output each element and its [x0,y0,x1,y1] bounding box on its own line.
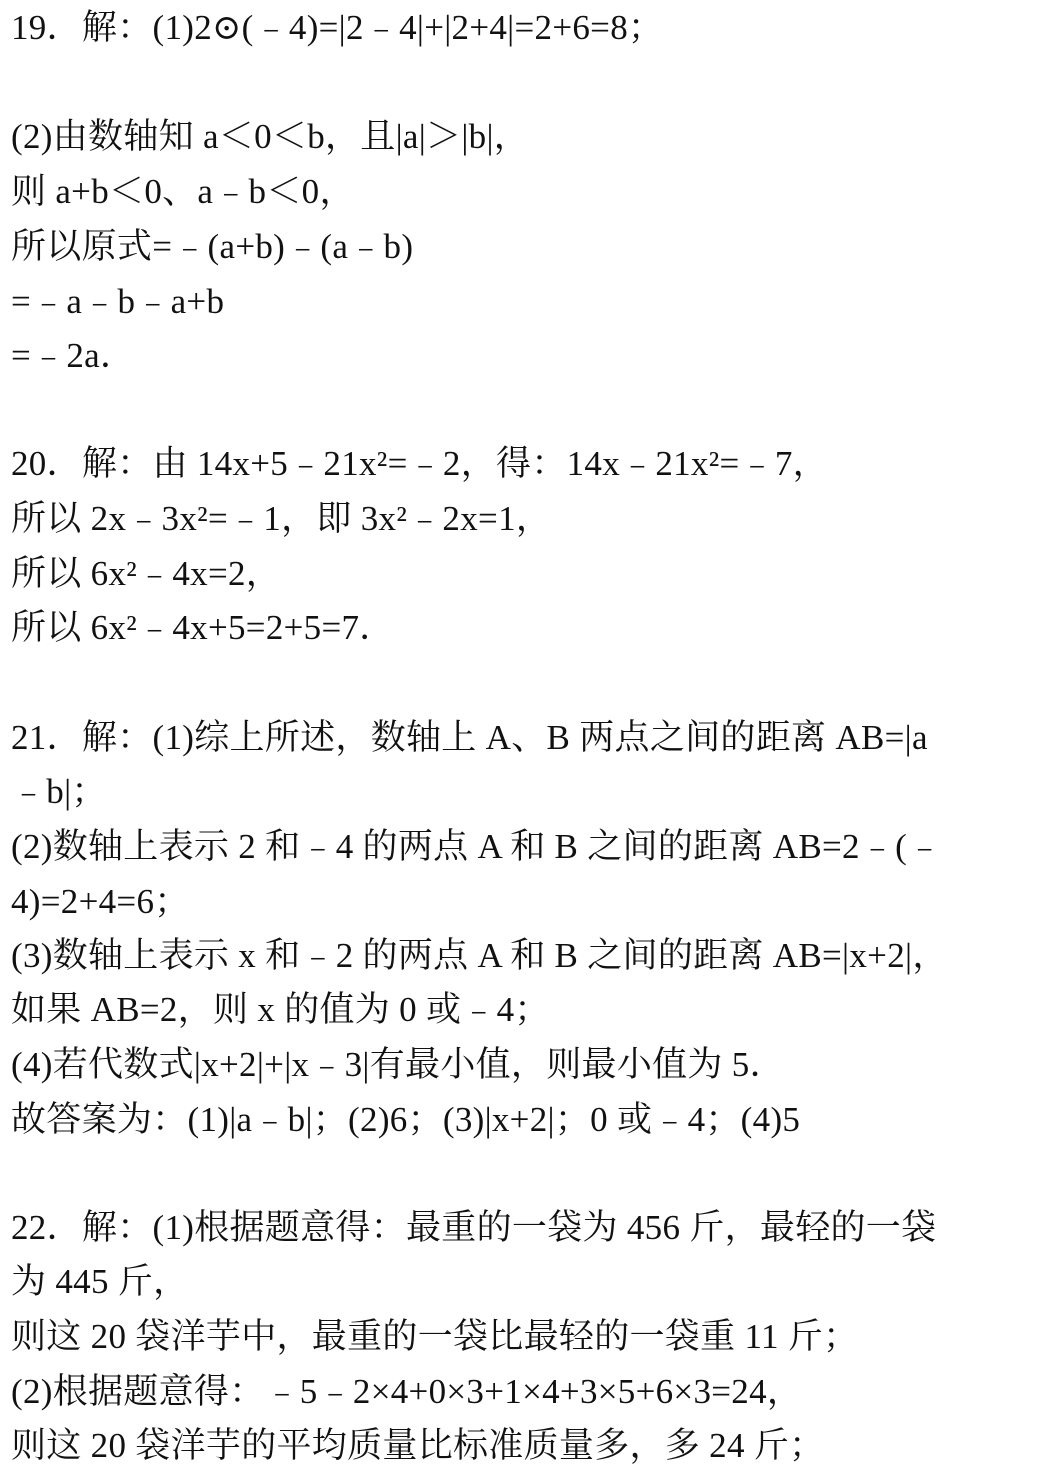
problem-21-line-3: (2)数轴上表示 2 和﹣4 的两点 A 和 B 之间的距离 AB=2﹣(﹣ [11,827,943,866]
problem-21-line-5: (3)数轴上表示 x 和﹣2 的两点 A 和 B 之间的距离 AB=|x+2|， [11,936,948,975]
problem-20-line-4: 所以 6x²﹣4x+5=2+5=7． [11,608,395,647]
problem-20-line-1: 20．解：由 14x+5﹣21x²=﹣2，得：14x﹣21x²=﹣7， [11,444,828,483]
problem-22-line-1: 22．解：(1)根据题意得：最重的一袋为 456 斤，最轻的一袋 [11,1208,937,1247]
problem-21-line-1: 21．解：(1)综上所述，数轴上 A、B 两点之间的距离 AB=|a [11,718,928,757]
problem-20-line-2: 所以 2x﹣3x²=﹣1，即 3x²﹣2x=1， [11,499,552,538]
problem-22-line-4: (2)根据题意得：﹣5﹣2×4+0×3+1×4+3×5+6×3=24， [11,1372,803,1411]
problem-22-line-2: 为 445 斤， [11,1262,189,1301]
problem-19-line-3: 则 a+b＜0、a﹣b＜0， [11,172,355,211]
problem-19-line-5: =﹣a﹣b﹣a+b [11,282,225,321]
problem-21-line-4: 4)=2+4=6； [11,882,190,921]
problem-21-line-7: (4)若代数式|x+2|+|x﹣3|有最小值，则最小值为 5． [11,1045,785,1084]
problem-21-line-2: ﹣b|； [11,772,107,811]
problem-21-line-6: 如果 AB=2，则 x 的值为 0 或﹣4； [11,990,550,1029]
problem-21-answer: 故答案为：(1)|a﹣b|；(2)6；(3)|x+2|；0 或﹣4；(4)5 [11,1100,801,1139]
problem-19-line-4: 所以原式=﹣(a+b)﹣(a﹣b) [11,227,414,266]
problem-20-line-3: 所以 6x²﹣4x=2， [11,554,282,593]
problem-22-line-3: 则这 20 袋洋芋中，最重的一袋比最轻的一袋重 11 斤； [11,1317,859,1356]
problem-19-line-1: 19．解：(1)2⊙(﹣4)=|2﹣4|+|2+4|=2+6=8； [11,8,664,47]
problem-22-line-5: 则这 20 袋洋芋的平均质量比标准质量多，多 24 斤； [11,1426,825,1465]
problem-19-line-2: (2)由数轴知 a＜0＜b，且|a|＞|b|， [11,117,530,156]
problem-19-line-6: =﹣2a． [11,336,136,375]
